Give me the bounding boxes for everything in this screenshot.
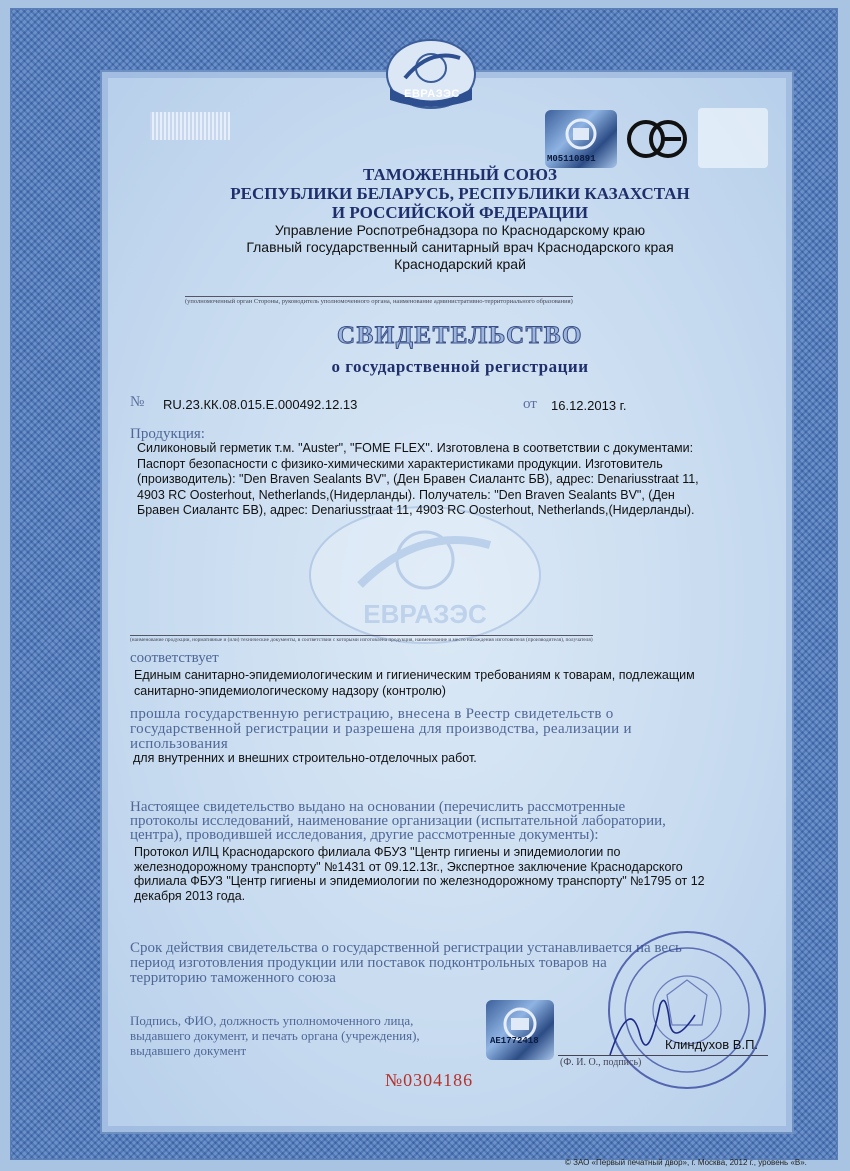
conformity-mark xyxy=(626,116,688,162)
basis-text xyxy=(130,800,770,842)
validity-line: территорию таможенного союза xyxy=(130,970,336,986)
basis-doc-line: декабря 2013 года. xyxy=(134,888,246,903)
signature-caption: (Ф. И. О., подпись) xyxy=(560,1057,642,1068)
usage-text: для внутренних и внешних строительно-отделочных работ. xyxy=(133,751,477,765)
handwritten-signature xyxy=(600,985,720,1065)
emblem-label: ЕВРАЗЭС xyxy=(404,88,460,100)
registration-number: RU.23.КК.08.015.Е.000492.12.13 xyxy=(163,397,358,412)
printer-footer: © ЗАО «Первый печатный двор», г. Москва, 2012 г., уровень «В». xyxy=(565,1158,807,1167)
security-microprint xyxy=(150,112,230,140)
conformity-text xyxy=(134,668,774,699)
validity-line: Срок действия свидетельства о государственной регистрации устанавливается на весь xyxy=(130,940,682,956)
document-title: СВИДЕТЕЛЬСТВО xyxy=(337,322,583,349)
validity-line: период изготовления продукции или поставок подконтрольных товаров на xyxy=(130,955,607,971)
basis-line: центра), проводившей исследования, другие рассмотренные документы): xyxy=(130,827,599,843)
document-subtitle: о государственной регистрации xyxy=(331,357,589,376)
authority-note: (уполномоченный орган Стороны, руководитель уполномоченного органа, наименование административно-территориального образования) xyxy=(185,298,573,305)
products-text xyxy=(137,441,777,519)
hologram-top xyxy=(545,110,617,168)
header-union: ТАМОЖЕННЫЙ СОЮЗ xyxy=(363,165,557,184)
registration-date: 16.12.2013 г. xyxy=(551,398,627,413)
conformity-line: санитарно-эпидемиологическому надзору (контролю) xyxy=(134,683,446,698)
signature-label-line: выдавшего документ, и печать органа (учреждения), xyxy=(130,1028,420,1043)
basis-documents xyxy=(134,845,774,903)
signature-label-line: Подпись, ФИО, должность уполномоченного лица, xyxy=(130,1013,414,1028)
authority-line-1: Управление Роспотребнадзора по Краснодарскому краю xyxy=(274,222,646,238)
basis-line: Настоящее свидетельство выдано на основании (перечислить рассмотренные xyxy=(130,799,626,815)
header-republics: РЕСПУБЛИКИ БЕЛАРУСЬ, РЕСПУБЛИКИ КАЗАХСТАН xyxy=(230,184,690,203)
products-line: Паспорт безопасности с физико-химическими характеристиками продукции. Изготовитель xyxy=(137,456,663,471)
conformity-label: соответствует xyxy=(130,650,219,666)
number-label: № xyxy=(130,394,145,410)
products-line: Бравен Сиалантс БВ), адрес: Denariusstraat 11, 4903 RC Oosterhout, Netherlands,(Нидерланды). xyxy=(137,503,695,517)
registry-line: государственной регистрации и разрешена для производства, реализации и xyxy=(130,721,632,737)
conformity-mark-icon xyxy=(626,116,688,162)
products-line: 4903 RC Oosterhout, Netherlands,(Нидерланды). Получатель: "Den Braven Sealants BV", (Ден xyxy=(137,487,675,502)
watermark-label: ЕВРАЗЭС xyxy=(363,599,487,629)
products-note: (наименование продукции, нормативные и (или) технические документы, в соответствии с которыми изготовлена продукция, наименование и место нахождения изготовителя (производителя), получателя) xyxy=(130,637,593,643)
registry-text xyxy=(130,707,760,752)
signature-label xyxy=(130,1013,420,1058)
products-label: Продукция: xyxy=(130,426,205,442)
authority-line-3: Краснодарский край xyxy=(394,256,526,272)
signature-label-line: выдавшего документ xyxy=(130,1043,247,1058)
authority-line-2: Главный государственный санитарный врач Краснодарского края xyxy=(246,239,674,255)
basis-doc-line: филиала ФБУЗ "Центр гигиены и эпидемиологии по железнодорожному транспорту" №1795 от 12 xyxy=(134,874,705,888)
hologram-bottom-code: AE1772418 xyxy=(490,1036,539,1046)
products-line: Силиконовый герметик т.м. "Auster", "FOME FLEX". Изготовлена в соответствии с документами: xyxy=(137,441,694,455)
registry-line: прошла государственную регистрацию, внесена в Реестр свидетельств о xyxy=(130,706,614,722)
date-label: от xyxy=(523,396,537,412)
signature-line xyxy=(558,1055,768,1056)
basis-line: протоколы исследований, наименование организации (испытательной лаборатории, xyxy=(130,813,666,829)
hologram-emblem-icon xyxy=(486,1000,554,1060)
header-federation: И РОССИЙСКОЙ ФЕДЕРАЦИИ xyxy=(331,203,589,222)
watermark-emblem xyxy=(300,505,550,655)
basis-doc-line: железнодорожному транспорту" №1431 от 09.12.13г., Экспертное заключение Краснодарского xyxy=(134,859,683,874)
registry-line: использования xyxy=(130,736,229,752)
serial-number: №0304186 xyxy=(385,1070,474,1090)
signatory-name: Клиндухов В.П. xyxy=(665,1037,759,1052)
hologram-bottom xyxy=(486,1000,554,1060)
conformity-line: Единым санитарно-эпидемиологическим и гигиеническим требованиям к товарам, подлежащим xyxy=(134,668,695,682)
products-line: (производитель): "Den Braven Sealants BV", (Ден Бравен Сиалантс БВ), адрес: Denariusstraat 11, xyxy=(137,472,699,486)
basis-doc-line: Протокол ИЛЦ Краснодарского филиала ФБУЗ "Центр гигиены и эпидемиологии по xyxy=(134,845,621,859)
hologram-top-code: M05110891 xyxy=(547,154,596,164)
state-emblem-watermark xyxy=(698,108,768,168)
